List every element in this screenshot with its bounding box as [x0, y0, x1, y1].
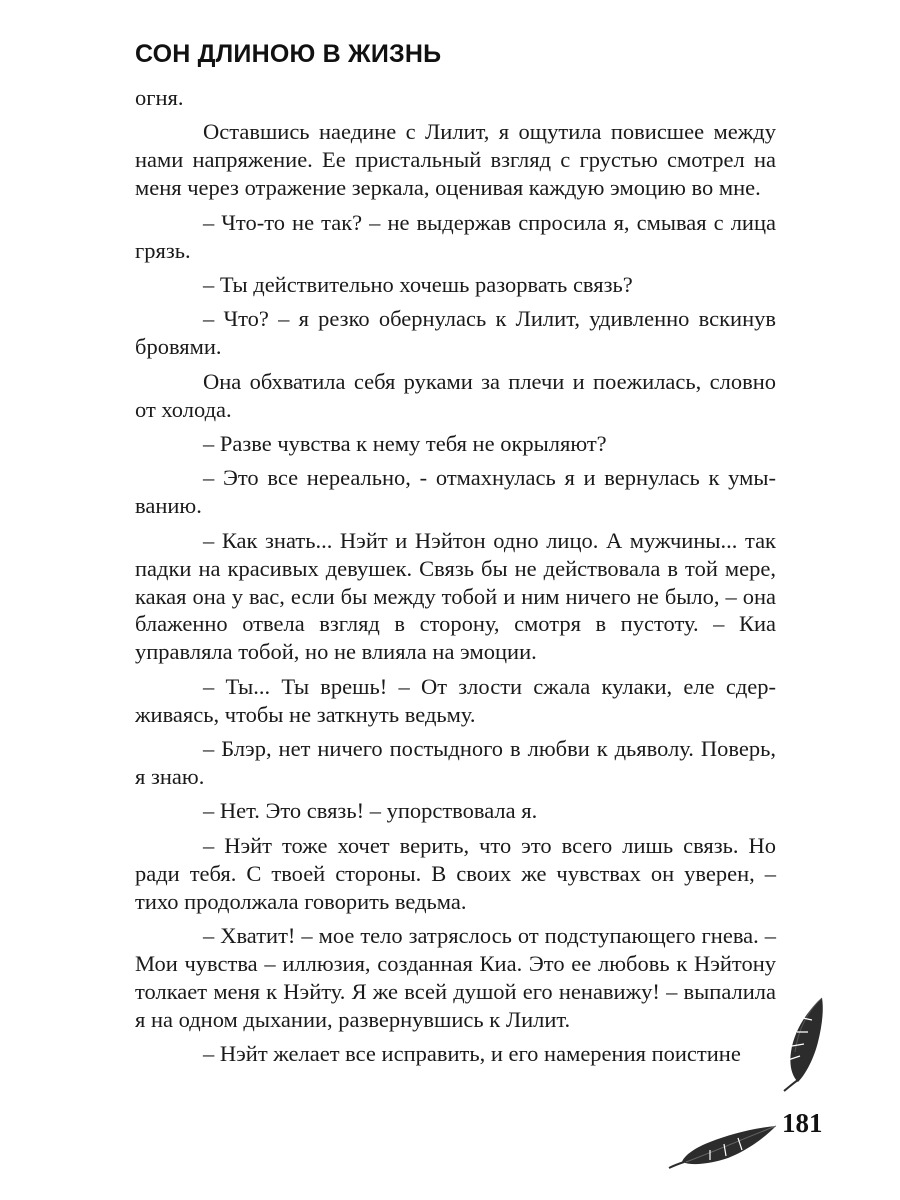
paragraph: – Нэйт желает все исправить, и его намерения поистине — [203, 1041, 741, 1067]
paragraph: – Блэр, нет ничего постыдного в любви к дьяволу. Поверь, я знаю. — [135, 736, 776, 789]
paragraph: Оставшись наедине с Лилит, я ощутила повисшее между нами напряжение. Ее пристальный взгляд с грустью смотрел на меня через отражение зеркала, оценивая каждую эмоцию во мне. — [135, 119, 776, 201]
paragraph: – Это все нереально, - отмахнулась я и вернулась к умыванию. — [135, 465, 776, 519]
paragraph: – Что-то не так? – не выдержав спросила я, смывая с лица грязь. — [135, 209, 776, 263]
feather-horizontal-icon — [668, 1118, 780, 1170]
body-text — [135, 84, 776, 1075]
feather-vertical-icon — [778, 996, 836, 1092]
paragraph: – Что? – я резко обернулась к Лилит, удивленно вскинув бровями. — [135, 306, 776, 360]
paragraph: – Хватит! – мое тело затряслось от подступающего гнева. – Мои чувства – иллюзия, созданная Киа. Это ее любовь к Нэйтону толкает меня к Нэйту. Я же всей душой его ненавижу! – выпалила я на одном дыхании, развернувшись к Лилит. — [135, 922, 776, 1032]
running-header: СОН ДЛИНОЮ В ЖИЗНЬ — [135, 40, 442, 68]
paragraph: огня. — [135, 85, 184, 110]
page-number: 181 — [782, 1108, 823, 1138]
paragraph: – Ты действительно хочешь разорвать связь? — [203, 271, 633, 297]
paragraph: – Ты... Ты врешь! – От злости сжала кулаки, еле сдерживаясь, чтобы не заткнуть ведьму. — [135, 673, 776, 727]
paragraph: – Нет. Это связь! – упорствовала я. — [203, 798, 538, 824]
paragraph: – Нэйт тоже хочет верить, что это всего лишь связь. Но ради тебя. С твоей стороны. В своих же чувствах он уверен, – тихо продолжала говорить ведьма. — [135, 832, 776, 914]
paragraph: – Как знать... Нэйт и Нэйтон одно лицо. А мужчины... так падки на красивых девушек. Связь бы не действовала в той мере, какая она у вас, если бы между тобой и ним ничего не было, – она блаженно отвела взгляд в сторону, смотря в пустоту. – Киа управляла тобой, но не влияла на эмоции. — [135, 527, 776, 665]
paragraph: Она обхватила себя руками за плечи и поежилась, словно от холода. — [135, 368, 776, 422]
paragraph: – Разве чувства к нему тебя не окрыляют? — [203, 430, 607, 456]
